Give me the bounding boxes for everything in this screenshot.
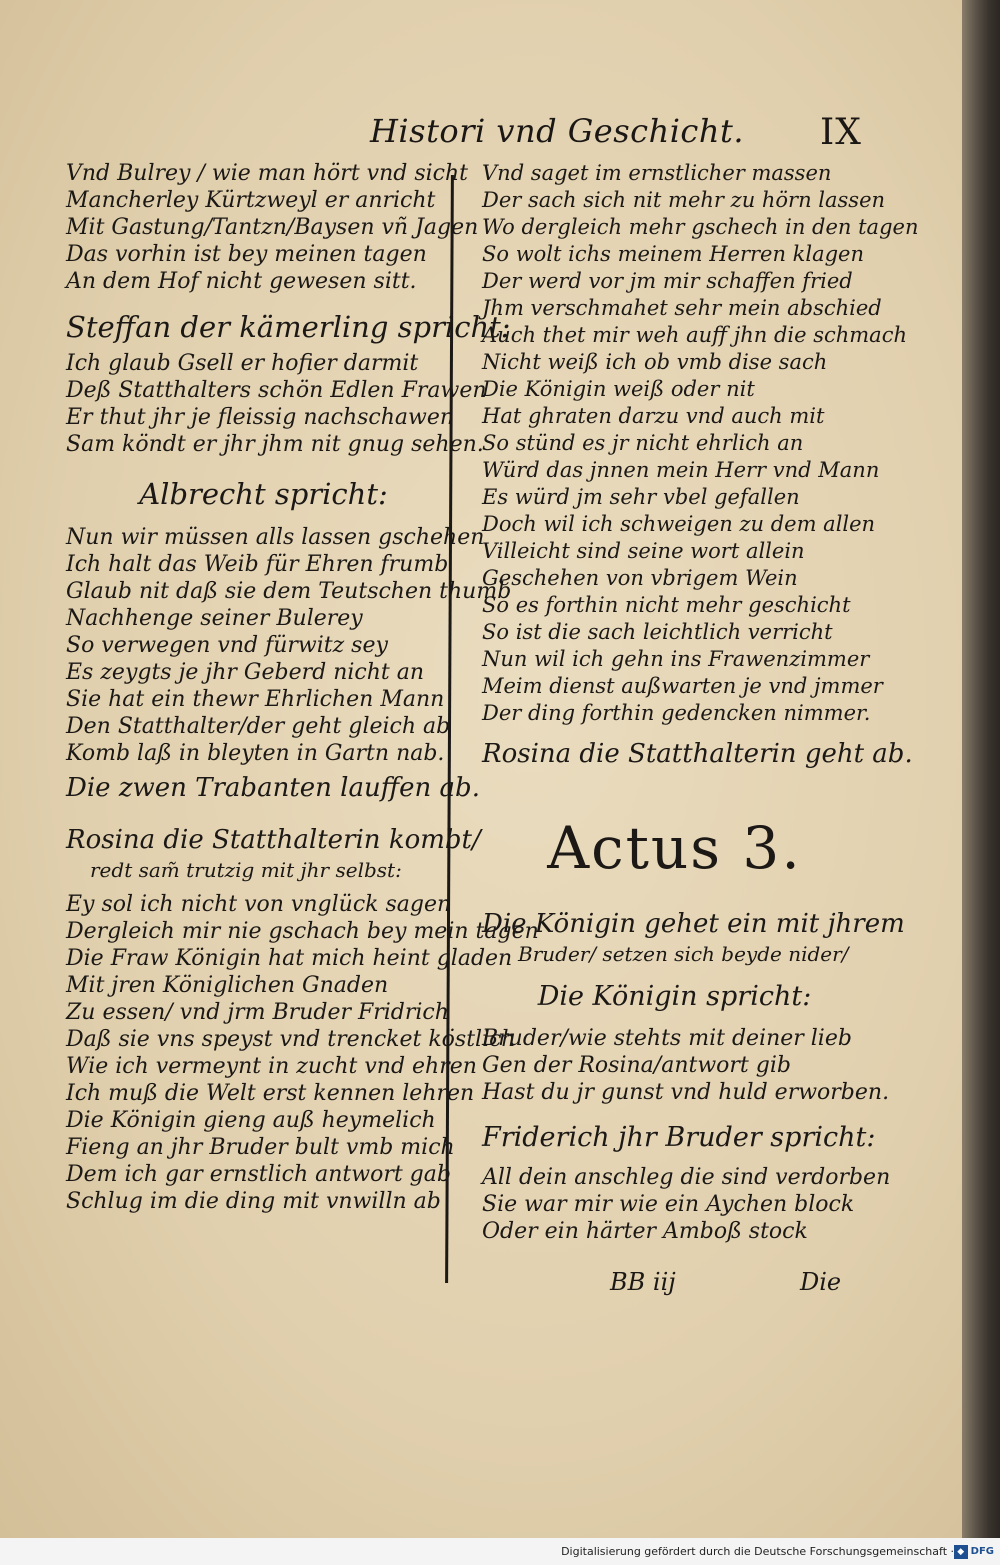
verse-line: So wolt ichs meinem Herren klagen xyxy=(482,242,865,266)
verse-line: Nicht weiß ich ob vmb dise sach xyxy=(482,350,828,374)
verse-line: Ich glaub Gsell er hofier darmit xyxy=(66,351,419,376)
verse-line: Nun wil ich gehn ins Frawenzimmer xyxy=(482,647,870,671)
left-column xyxy=(66,160,539,1215)
verse-line: Den Statthalter/der geht gleich ab xyxy=(66,714,451,739)
verse-line: Vnd saget im ernstlicher massen xyxy=(482,161,832,185)
verse-line: Meim dienst außwarten je vnd jmmer xyxy=(482,674,883,698)
verse-line: Schlug im die ding mit vnwilln ab xyxy=(66,1189,441,1214)
verse-line: All dein anschleg die sind verdorben xyxy=(482,1165,891,1190)
verse-line: Es zeygts je jhr Geberd nicht an xyxy=(66,660,425,685)
verse-line: Daß sie vns speyst vnd trencket köstlich xyxy=(66,1027,516,1052)
verse-line: Bruder/wie stehts mit deiner lieb xyxy=(482,1026,852,1051)
verse-line: An dem Hof nicht gewesen sitt. xyxy=(66,269,417,294)
verse-line: Gen der Rosina/antwort gib xyxy=(482,1053,791,1078)
speaker-heading: Friderich jhr Bruder spricht: xyxy=(482,1122,876,1153)
verse-line: So ist die sach leichtlich verricht xyxy=(482,620,833,644)
verse-line: Ich halt das Weib für Ehren frumb xyxy=(66,552,449,577)
stage-direction-continued: Bruder/ setzen sich beyde nider/ xyxy=(518,942,849,966)
verse-line: Deß Statthalters schön Edlen Frawen xyxy=(66,378,487,403)
verse-line: Der sach sich nit mehr zu hörn lassen xyxy=(482,188,886,212)
stage-direction: Rosina die Statthalterin geht ab. xyxy=(482,739,913,769)
verse-line: Die Fraw Königin hat mich heint gladen xyxy=(66,946,513,971)
folio-number: IX xyxy=(820,112,862,153)
stage-direction: Die Königin gehet ein mit jhrem xyxy=(482,909,905,939)
verse-line: So es forthin nicht mehr geschicht xyxy=(482,593,851,617)
signature-mark: BB iij xyxy=(610,1268,676,1296)
verse-line: Jhm verschmahet sehr mein abschied xyxy=(482,296,882,320)
verse-line: Es würd jm sehr vbel gefallen xyxy=(482,485,800,509)
verse-line: Fieng an jhr Bruder bult vmb mich xyxy=(66,1135,455,1160)
catchword: Die xyxy=(800,1268,842,1296)
verse-line: Wo dergleich mehr gschech in den tagen xyxy=(482,215,919,239)
verse-line: Ich muß die Welt erst kennen lehren xyxy=(66,1081,475,1106)
verse-line: Doch wil ich schweigen zu dem allen xyxy=(482,512,876,536)
verse-line: Die Königin weiß oder nit xyxy=(482,377,755,401)
speaker-heading: Die Königin spricht: xyxy=(537,981,812,1012)
act-heading: Actus 3. xyxy=(547,814,802,882)
verse-line: Mit Gastung/Tantzn/Baysen vñ Jagen xyxy=(66,215,479,240)
verse-line: Dem ich gar ernstlich antwort gab xyxy=(66,1162,451,1187)
verse-line: Nun wir müssen alls lassen gschehen xyxy=(66,525,485,550)
verse-line: Der werd vor jm mir schaffen fried xyxy=(482,269,853,293)
verse-line: Nachhenge seiner Bulerey xyxy=(66,606,363,631)
verse-line: Der ding forthin gedencken nimmer. xyxy=(482,701,871,725)
verse-line: Sie hat ein thewr Ehrlichen Mann xyxy=(66,687,445,712)
verse-line: Sam köndt er jhr jhm nit gnug sehen. xyxy=(66,432,484,457)
verse-line: So verwegen vnd fürwitz sey xyxy=(66,633,388,658)
verse-line: Hast du jr gunst vnd huld erworben. xyxy=(482,1080,890,1105)
stage-direction: Rosina die Statthalterin kombt/ xyxy=(66,825,481,855)
verse-line: Ey sol ich nicht von vnglück sagen xyxy=(66,892,452,917)
verse-line: Wie ich vermeynt in zucht vnd ehren xyxy=(66,1054,477,1079)
speaker-heading: Steffan der kämerling spricht: xyxy=(66,310,511,344)
dfg-logo-text: DFG xyxy=(970,1546,994,1557)
verse-line: Hat ghraten darzu vnd auch mit xyxy=(482,404,825,428)
verse-line: Mancherley Kürtzweyl er anricht xyxy=(66,188,436,213)
dfg-logo-icon: ◆ xyxy=(954,1545,968,1559)
verse-line: Komb laß in bleyten in Gartn nab. xyxy=(66,741,445,766)
digitization-note: Digitalisierung gefördert durch die Deutsche Forschungsgemeinschaft · xyxy=(561,1545,954,1558)
verse-line: Glaub nit daß sie dem Teutschen thumb xyxy=(66,579,512,604)
verse-line: Mit jren Königlichen Gnaden xyxy=(66,973,389,998)
dfg-logo xyxy=(954,1544,994,1559)
verse-line: Oder ein härter Amboß stock xyxy=(482,1219,808,1244)
verse-line: Er thut jhr je fleissig nachschawen xyxy=(66,405,455,430)
verse-line: Das vorhin ist bey meinen tagen xyxy=(66,242,427,267)
verse-line: Vnd Bulrey / wie man hört vnd sicht xyxy=(66,161,468,186)
verse-line: Villeicht sind seine wort allein xyxy=(482,539,805,563)
verse-line: Würd das jnnen mein Herr vnd Mann xyxy=(482,458,880,482)
page-edge xyxy=(962,0,1000,1538)
verse-line: Geschehen von vbrigem Wein xyxy=(482,566,798,590)
verse-line: Sie war mir wie ein Aychen block xyxy=(482,1192,855,1217)
verse-line: Auch thet mir weh auff jhn die schmach xyxy=(482,323,907,347)
right-column xyxy=(482,160,919,1245)
verse-line: Zu essen/ vnd jrm Bruder Fridrich xyxy=(66,1000,449,1025)
stage-direction-continued: redt sam̃ trutzig mit jhr selbst: xyxy=(90,858,402,882)
verse-line: Die Königin gieng auß heymelich xyxy=(66,1108,436,1133)
running-title: Histori vnd Geschicht. xyxy=(370,112,744,150)
speaker-heading: Albrecht spricht: xyxy=(139,477,388,511)
verse-line: Dergleich mir nie gschach bey mein tagen xyxy=(66,919,539,944)
stage-direction: Die zwen Trabanten lauffen ab. xyxy=(66,773,480,803)
verse-line: So stünd es jr nicht ehrlich an xyxy=(482,431,804,455)
